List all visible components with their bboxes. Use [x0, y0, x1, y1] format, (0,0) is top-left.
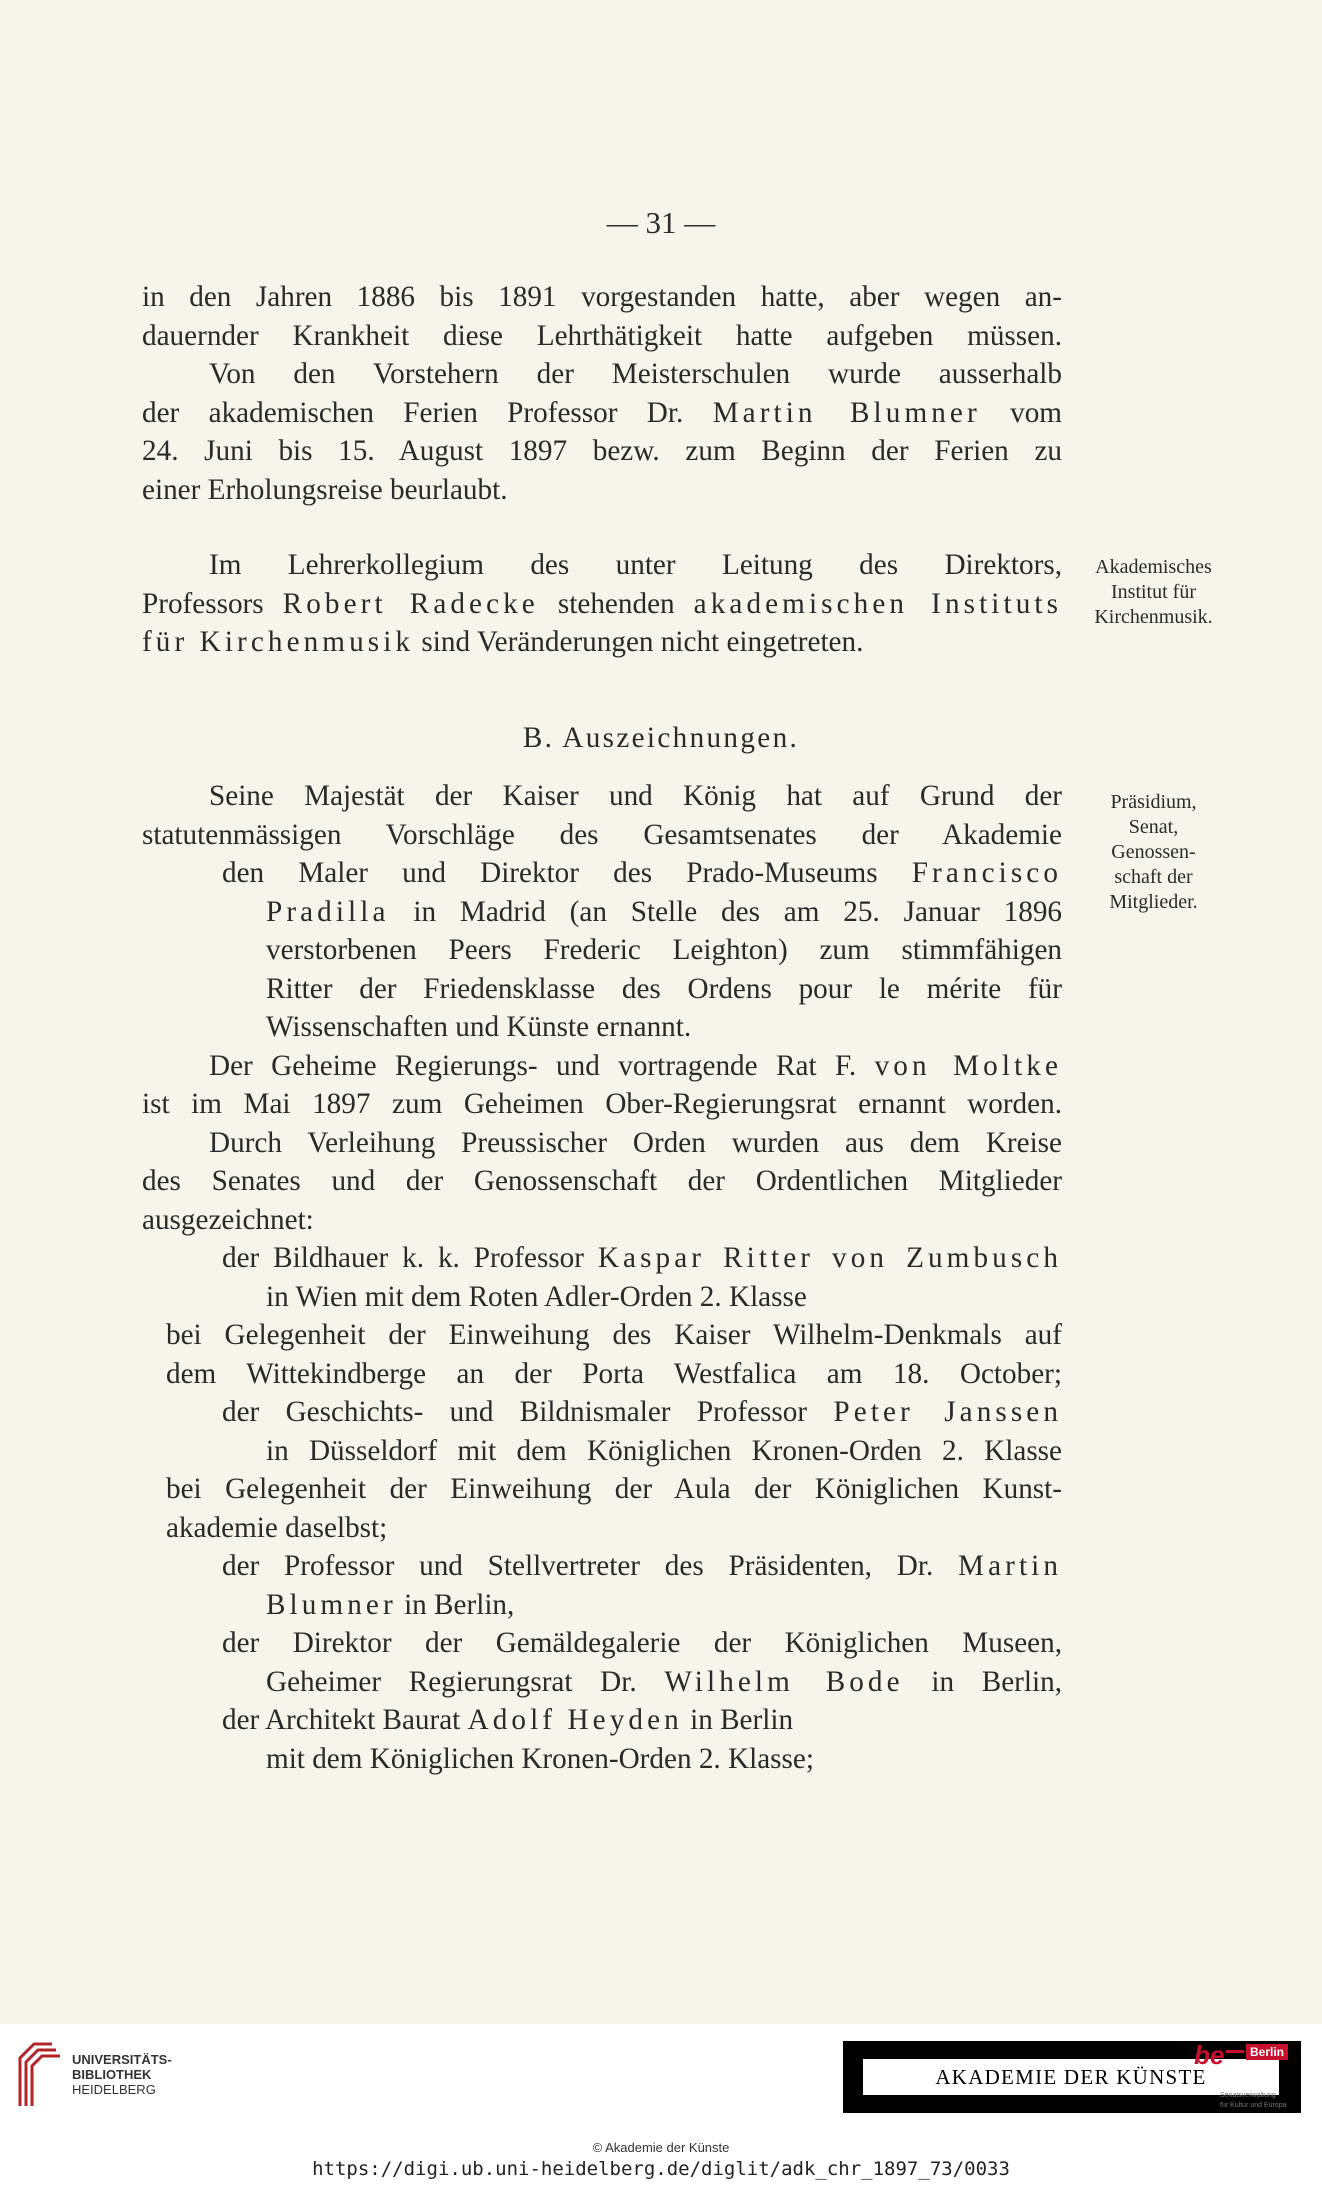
- ub-line: UNIVERSITÄTS-: [72, 2052, 172, 2067]
- berlin-bear-icon: [1226, 2050, 1244, 2067]
- text-line: Durch Verleihung Preussischer Orden wurden aus dem Kreise: [209, 1126, 1062, 1159]
- text-line: akademie daselbst;: [166, 1511, 388, 1544]
- text-line: Der Geheime Regierungs- und vortragende Rat F. von Moltke: [209, 1049, 1062, 1082]
- text-line: Ritter der Friedensklasse des Ordens pour le mérite für: [266, 972, 1062, 1005]
- text-line: statutenmässigen Vorschläge des Gesamtsenates der Akademie: [142, 818, 1062, 851]
- copyright-notice: © Akademie der Künste: [592, 2140, 730, 2155]
- paragraph-3: [142, 777, 1062, 1778]
- berlin-small-text: Senatsverwaltung: [1220, 2092, 1276, 2099]
- text-line: Von den Vorstehern der Meisterschulen wurde ausserhalb: [209, 358, 1062, 390]
- margin-line: schaft der: [1114, 866, 1193, 888]
- section-heading: B. Auszeichnungen.: [522, 722, 800, 754]
- text-line: der Professor und Stellvertreter des Präsidenten, Dr. Martin: [222, 1550, 1063, 1582]
- text-line: Wissenschaften und Künste ernannt.: [266, 1011, 692, 1043]
- paragraph-1: [142, 278, 1062, 509]
- text-line: Geheimer Regierungsrat Dr. Wilhelm Bode in Berlin,: [266, 1665, 1062, 1698]
- text-line: der Geschichts- und Bildnismaler Professor Peter Janssen: [222, 1396, 1062, 1428]
- margin-line: Senat,: [1128, 816, 1179, 838]
- text-line: Pradilla in Madrid (an Stelle des am 25. Januar 1896: [266, 895, 1063, 928]
- ub-heidelberg-logo-icon: [14, 2040, 66, 2108]
- margin-line: Kirchenmusik.: [1094, 606, 1213, 628]
- text-line: der Direktor der Gemäldegalerie der Königlichen Museen,: [222, 1627, 1062, 1659]
- text-line: dem Wittekindberge an der Porta Westfalica am 18. October;: [166, 1357, 1062, 1390]
- text-line: einer Erholungsreise beurlaubt.: [142, 473, 508, 506]
- text-line: des Senates und der Genossenschaft der Ordentlichen Mitglieder: [142, 1165, 1062, 1197]
- text-line: in den Jahren 1886 bis 1891 vorgestanden hatte, aber wegen an-: [142, 281, 1062, 313]
- text-line: Im Lehrerkollegium des unter Leitung des Direktors,: [209, 549, 1062, 581]
- text-line: ist im Mai 1897 zum Geheimen Ober-Regierungsrat ernannt worden.: [142, 1088, 1062, 1120]
- text-line: Professors Robert Radecke stehenden akademischen Instituts: [142, 587, 1063, 620]
- text-line: bei Gelegenheit der Einweihung des Kaiser Wilhelm-Denkmals auf: [166, 1319, 1062, 1351]
- margin-line: Präsidium,: [1110, 791, 1197, 813]
- berlin-be-mark: be: [1194, 2040, 1225, 2070]
- text-line: 24. Juni bis 15. August 1897 bezw. zum Beginn der Ferien zu: [142, 435, 1062, 467]
- text-line: der akademischen Ferien Professor Dr. Martin Blumner vom: [142, 396, 1062, 429]
- page-url-link[interactable]: https://digi.ub.uni-heidelberg.de/diglit/adk_chr_1897_73/0033: [312, 2158, 1010, 2180]
- berlin-senate-logo: [1190, 2040, 1298, 2122]
- berlin-word: Berlin: [1246, 2044, 1288, 2060]
- ub-heidelberg-label: [72, 2052, 172, 2097]
- margin-line: Genossen-: [1111, 841, 1196, 863]
- text-line: mit dem Königlichen Kronen-Orden 2. Klasse;: [266, 1742, 814, 1775]
- text-line: für Kirchenmusik sind Veränderungen nicht eingetreten.: [142, 626, 864, 658]
- berlin-small-text: für Kultur und Europa: [1220, 2102, 1287, 2109]
- ub-line: HEIDELBERG: [72, 2082, 156, 2097]
- margin-note-senate: [1066, 790, 1241, 915]
- text-line: in Wien mit dem Roten Adler-Orden 2. Klasse: [266, 1280, 807, 1313]
- text-line: der Architekt Baurat Adolf Heyden in Berlin: [222, 1704, 794, 1736]
- page-number: — 31 —: [606, 205, 716, 240]
- text-line: der Bildhauer k. k. Professor Kaspar Ritter von Zumbusch: [222, 1242, 1062, 1274]
- margin-line: Mitglieder.: [1109, 891, 1198, 913]
- margin-line: Institut für: [1111, 581, 1196, 603]
- text-line: Seine Majestät der Kaiser und König hat auf Grund der: [209, 780, 1062, 812]
- adk-logo-text: AKADEMIE DER KÜNSTE: [863, 2059, 1279, 2095]
- margin-line: Akademisches: [1095, 556, 1212, 578]
- text-line: Blumner in Berlin,: [266, 1588, 515, 1621]
- text-line: verstorbenen Peers Frederic Leighton) zum stimmfähigen: [266, 934, 1062, 966]
- text-line: ausgezeichnet:: [142, 1203, 314, 1236]
- text-line: in Düsseldorf mit dem Königlichen Kronen-Orden 2. Klasse: [266, 1434, 1062, 1467]
- margin-note-institute: [1066, 555, 1241, 630]
- text-line: den Maler und Direktor des Prado-Museums Francisco: [222, 857, 1062, 889]
- text-line: dauernder Krankheit diese Lehrthätigkeit hatte aufgeben müssen.: [142, 319, 1062, 352]
- ub-line: BIBLIOTHEK: [72, 2067, 152, 2082]
- text-line: bei Gelegenheit der Einweihung der Aula der Königlichen Kunst-: [166, 1473, 1062, 1505]
- paragraph-2: [142, 546, 1062, 662]
